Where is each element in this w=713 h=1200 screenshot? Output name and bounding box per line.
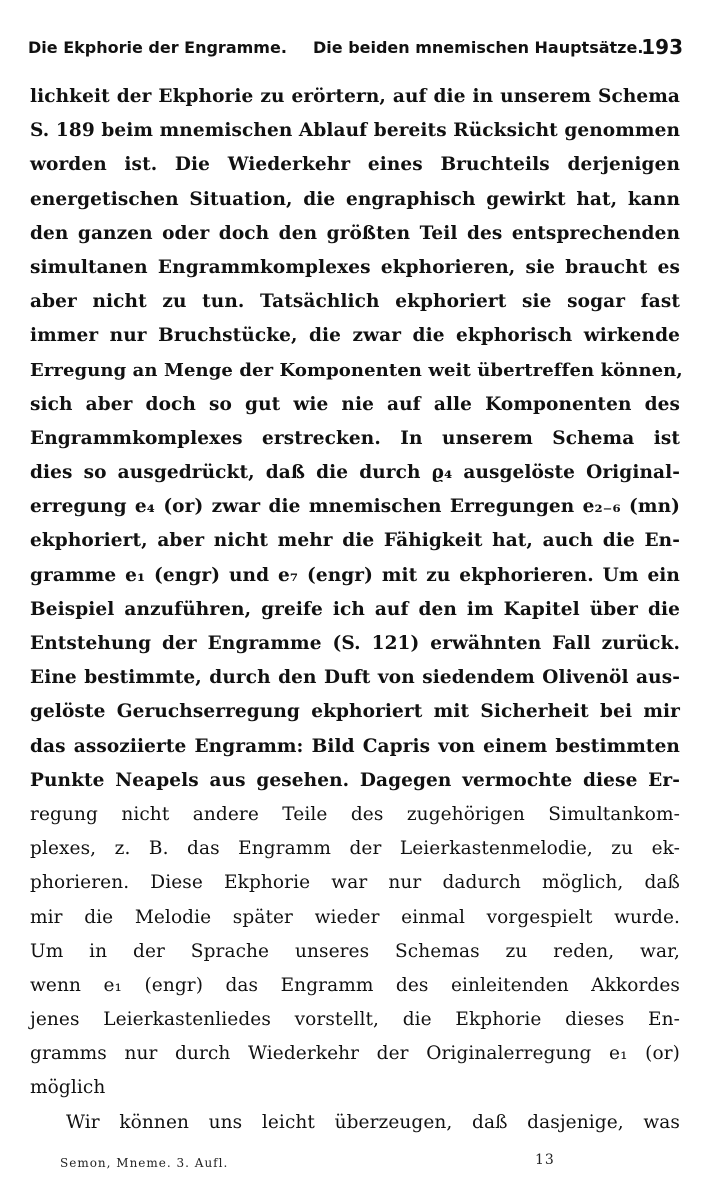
text-line: Engrammkomplexes erstrecken. In unserem Schema ist xyxy=(30,427,680,449)
running-head-chapter: Die Ekphorie der Engramme. xyxy=(28,38,287,57)
text-line: gramme e₁ (engr) und e₇ (engr) mit zu ekphorieren. Um ein xyxy=(30,564,680,586)
text-line: Punkte Neapels aus gesehen. Dagegen vermochte diese Er- xyxy=(30,769,680,791)
text-line: ekphoriert, aber nicht mehr die Fähigkeit hat, auch die En- xyxy=(30,530,680,552)
text-line-paragraph-start: Wir können uns leicht überzeugen, daß dasjenige, was xyxy=(66,1111,680,1133)
running-head-section: Die beiden mnemischen Hauptsätze. xyxy=(313,38,644,57)
text-line: worden ist. Die Wiederkehr eines Bruchteils derjenigen xyxy=(30,154,680,176)
page-footer xyxy=(60,1152,670,1176)
text-line: jenes Leierkastenliedes vorstellt, die Ekphorie dieses En- xyxy=(30,1009,680,1031)
text-line: S. 189 beim mnemischen Ablauf bereits Rücksicht genommen xyxy=(30,120,680,142)
page-number: 193 xyxy=(641,35,683,59)
text-line: Erregung an Menge der Komponenten weit übertreffen können, xyxy=(30,359,683,381)
running-head xyxy=(28,34,683,62)
text-line: mir die Melodie später wieder einmal vorgespielt wurde. xyxy=(30,906,680,928)
text-line-paragraph-end: möglich xyxy=(30,1077,106,1099)
text-line: wenn e₁ (engr) das Engramm des einleitenden Akkordes xyxy=(30,974,680,996)
text-line: Eine bestimmte, durch den Duft von siedendem Olivenöl aus- xyxy=(30,667,680,689)
text-line: immer nur Bruchstücke, die zwar die ekphorisch wirkende xyxy=(30,325,680,347)
body-text xyxy=(30,80,683,1140)
text-line: Entstehung der Engramme (S. 121) erwähnten Fall zurück. xyxy=(30,633,680,654)
text-line: simultanen Engrammkomplexes ekphorieren, sie braucht es xyxy=(30,256,680,278)
printer-signature: Semon, Mneme. 3. Aufl. xyxy=(60,1156,229,1170)
text-line: Beispiel anzuführen, greife ich auf den im Kapitel über die xyxy=(30,598,680,620)
text-line: Um in der Sprache unseres Schemas zu reden, war, xyxy=(30,940,680,962)
text-line: energetischen Situation, die engraphisch gewirkt hat, kann xyxy=(30,188,680,210)
sheet-number: 13 xyxy=(535,1152,555,1168)
text-line: phorieren. Diese Ekphorie war nur dadurch möglich, daß xyxy=(30,872,680,894)
text-line: dies so ausgedrückt, daß die durch ϱ₄ ausgelöste Original- xyxy=(30,462,680,484)
text-line: regung nicht andere Teile des zugehörigen Simultankom- xyxy=(30,803,680,825)
text-line: lichkeit der Ekphorie zu erörtern, auf die in unserem Schema xyxy=(30,86,680,107)
text-line: das assoziierte Engramm: Bild Capris von einem bestimmten xyxy=(30,735,680,757)
text-line: erregung e₄ (or) zwar die mnemischen Erregungen e₂₋₆ (mn) xyxy=(30,496,680,518)
text-line: gelöste Geruchserregung ekphoriert mit Sicherheit bei mir xyxy=(30,701,680,723)
text-line: plexes, z. B. das Engramm der Leierkastenmelodie, zu ek- xyxy=(30,838,680,860)
text-line: gramms nur durch Wiederkehr der Originalerregung e₁ (or) xyxy=(30,1043,680,1065)
text-line: sich aber doch so gut wie nie auf alle Komponenten des xyxy=(30,393,680,415)
text-line: aber nicht zu tun. Tatsächlich ekphoriert sie sogar fast xyxy=(30,291,680,313)
text-line: den ganzen oder doch den größten Teil des entsprechenden xyxy=(30,222,680,244)
